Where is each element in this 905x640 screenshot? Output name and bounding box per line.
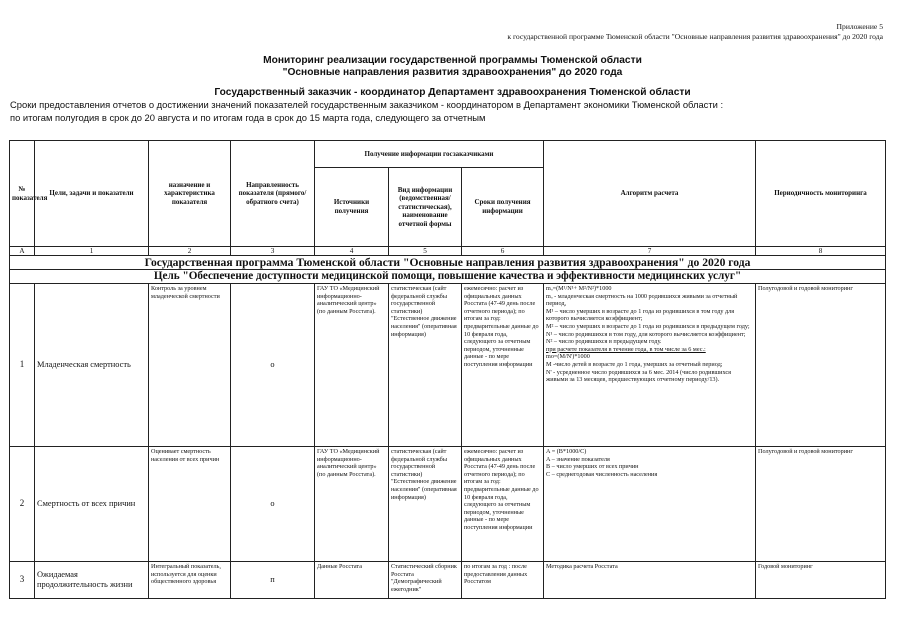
algorithm-line: M² – число умерших в возрасте до 1 года из родившихся в предыдущем году; xyxy=(546,322,750,330)
state-customer-heading: Государственный заказчик - координатор Департамент здравоохранения Тюменской области xyxy=(214,87,691,98)
indicator-direction: о xyxy=(231,447,315,562)
indicator-name: Смертность от всех причин xyxy=(35,447,149,562)
algorithm-line: mₒ - младенческая смертность на 1000 родившихся живыми за отчетный период, xyxy=(546,292,738,308)
header-periodicity: Периодичность мониторинга xyxy=(756,141,886,247)
indicator-info-type: статистическая (сайт федеральной службы государственной статистики) "Естественное движение населения" (оперативная информация) xyxy=(389,284,462,447)
indicator-direction: о xyxy=(231,284,315,447)
monitoring-table xyxy=(9,140,886,599)
header-deadline: Сроки получения информации xyxy=(462,168,544,247)
algorithm-line: A = (B*1000/C) xyxy=(546,448,587,455)
column-number: 4 xyxy=(315,247,389,256)
algorithm-line: A – значение показателя xyxy=(546,455,610,463)
algorithm-line: M¹ – число умерших в возрасте до 1 года из родившихся в том году для которого вычисляется коэффициент; xyxy=(546,307,735,323)
column-number: 8 xyxy=(756,247,886,256)
table-row xyxy=(10,447,886,562)
header-goals: Цели, задачи и показатели xyxy=(35,141,149,247)
table-row xyxy=(10,562,886,599)
column-number: 7 xyxy=(544,247,756,256)
indicator-deadline: по итогам за год : после предоставления данных Росстатом xyxy=(462,562,544,599)
header-number: № показателя xyxy=(10,141,35,247)
header-algorithm: Алгоритм расчета xyxy=(544,141,756,247)
column-number: 3 xyxy=(231,247,315,256)
algorithm-line: B – число умерших от всех причин xyxy=(546,463,639,471)
indicator-name: Ожидаемая продолжительность жизни xyxy=(35,562,149,599)
algorithm-line: N² – число родившихся в предыдущем году. xyxy=(546,338,662,346)
header-info-group: Получение информации госзаказчиками xyxy=(315,141,544,168)
indicator-sources: Данные Росстата xyxy=(315,562,389,599)
indicator-periodicity: Годовой мониторинг xyxy=(756,562,886,599)
algorithm-line: M -число детей в возрасте до 1 года, умерших за отчетный период; xyxy=(546,360,723,368)
document-title-line-2: "Основные направления развития здравоохранения" до 2020 года xyxy=(282,67,623,78)
column-number: A xyxy=(10,247,35,256)
document-title-line-1: Мониторинг реализации государственной программы Тюменской области xyxy=(263,55,642,66)
indicator-number: 2 xyxy=(10,447,35,562)
indicator-purpose: Интегральный показатель, используется для оценки общественного здоровья xyxy=(149,562,231,599)
reporting-terms-line-2: по итогам полугодия в срок до 20 августа и по итогам года в срок до 15 марта года, следующего за отчетным xyxy=(10,112,486,123)
indicator-algorithm xyxy=(544,447,756,562)
algorithm-line: mₒ=(M¹/N¹+ M²/N²)*1000 xyxy=(546,285,612,292)
indicator-direction: п xyxy=(231,562,315,599)
indicator-periodicity: Полугодовой и годовой мониторинг xyxy=(756,447,886,562)
column-number: 1 xyxy=(35,247,149,256)
algorithm-line: N' - усредненное число родившихся за 6 мес. 2014 (число родившихся живыми за 13 месяцев, предшествующих отчетному периоду/13). xyxy=(546,368,731,384)
indicator-number: 3 xyxy=(10,562,35,599)
algorithm-line: N¹ – число родившихся в том году, для которого вычисляется коэффициент; xyxy=(546,330,746,338)
goal-title-row: Цель "Обеспечение доступности медицинской помощи, повышение качества и эффективности медицинских услуг" xyxy=(10,270,886,284)
algorithm-line: mo=(M/N')*1000 xyxy=(546,353,590,361)
header-purpose: назначение и характеристика показателя xyxy=(149,141,231,247)
table-row xyxy=(10,284,886,447)
indicator-purpose: Оценивает смертность населения от всех причин xyxy=(149,447,231,562)
program-title-row: Государственная программа Тюменской области "Основные направления развития здравоохранения" до 2020 года xyxy=(10,256,886,270)
reporting-terms-line-1: Сроки предоставления отчетов о достижении значений показателей государственным заказчиком - координатором в Департамент экономики Тюменской области : xyxy=(10,99,724,110)
indicator-algorithm xyxy=(544,284,756,447)
header-info-type: Вид информации (ведомственная/статистическая), наименование отчетной формы xyxy=(389,168,462,247)
indicator-number: 1 xyxy=(10,284,35,447)
indicator-algorithm xyxy=(544,562,756,599)
indicator-periodicity: Полугодовой и годовой мониторинг xyxy=(756,284,886,447)
header-direction: Направленность показателя (прямого/обратного счета) xyxy=(231,141,315,247)
indicator-sources: ГАУ ТО «Медицинский информационно-аналитический центр» (по данным Росстата). xyxy=(315,284,389,447)
column-number-row xyxy=(10,247,886,256)
indicator-info-type: статистическая (сайт федеральной службы государственной статистики) "Естественное движение населения" (оперативная информация) xyxy=(389,447,462,562)
algorithm-line: Методика расчета Росстата xyxy=(546,563,618,570)
column-number: 5 xyxy=(389,247,462,256)
indicator-name: Младенческая смертность xyxy=(35,284,149,447)
column-number: 2 xyxy=(149,247,231,256)
column-number: 6 xyxy=(462,247,544,256)
algorithm-line: при расчете показателя в течение года, в том числе за 6 мес.: xyxy=(546,345,706,353)
indicator-sources: ГАУ ТО «Медицинский информационно-аналитический центр» (по данным Росстата). xyxy=(315,447,389,562)
indicator-info-type: Статистический сборник Росстата "Демографический ежегодник" xyxy=(389,562,462,599)
annex-program-reference: к государственной программе Тюменской области "Основные направления развития здравоохранения" до 2020 года xyxy=(507,32,883,41)
indicator-deadline: ежемесячно: расчет из официальных данных Росстата (47-49 день после отчетного периода); по итогам за год: предварительные данные до 10 февраля года, следующего за отчетным периодом, уточненные данные - по мере поступления информации xyxy=(462,447,544,562)
indicator-deadline: ежемесячно: расчет из официальных данных Росстата (47-49 день после отчетного периода); по итогам за год: предварительные данные до 10 февраля года, следующего за отчетным периодом, уточненные данные - по мере поступления информации xyxy=(462,284,544,447)
indicator-purpose: Контроль за уровнем младенческой смертности xyxy=(149,284,231,447)
annex-label: Приложение 5 xyxy=(836,22,883,31)
algorithm-line: C – среднегодовая численность населения xyxy=(546,470,658,478)
header-sources: Источники получения xyxy=(315,168,389,247)
